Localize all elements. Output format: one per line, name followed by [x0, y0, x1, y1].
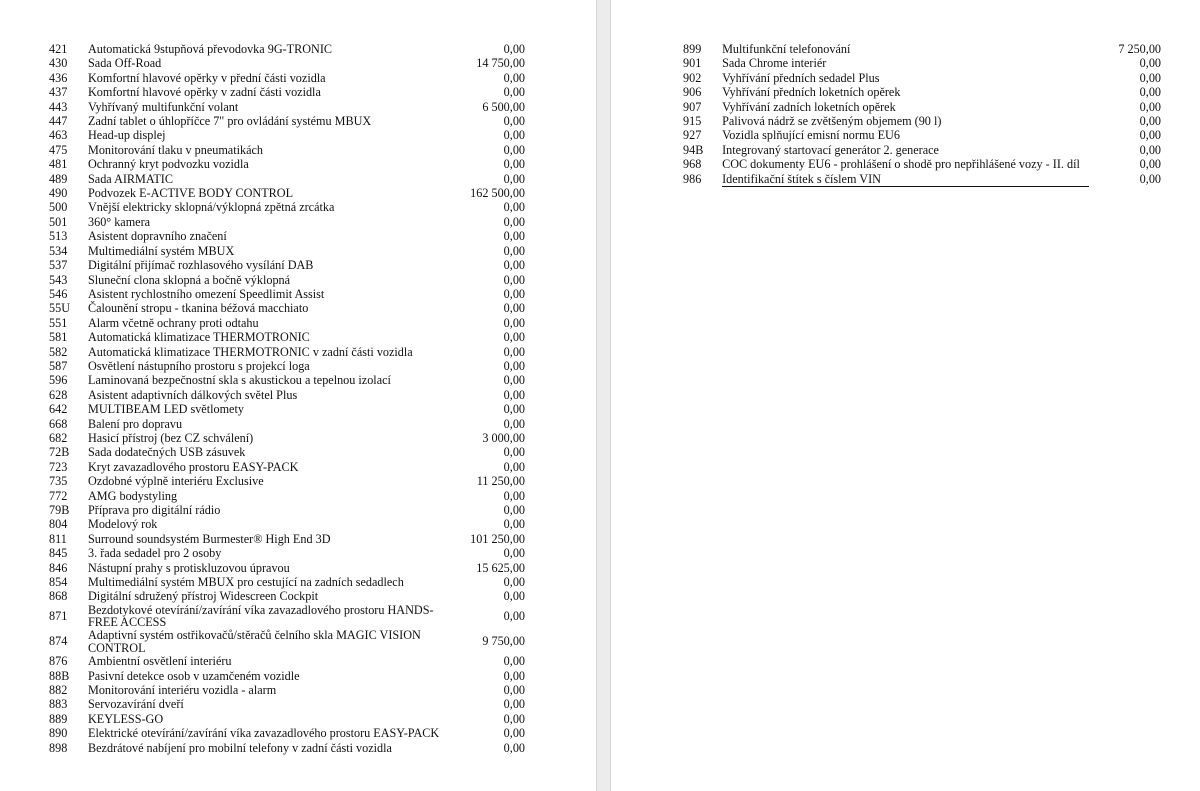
option-code: 854: [49, 575, 68, 590]
option-description: Sada Off-Road: [88, 56, 162, 71]
option-description: 3. řada sedadel pro 2 osoby: [88, 546, 222, 561]
option-row: [683, 71, 1161, 85]
option-price: 0,00: [1139, 142, 1161, 157]
option-code: 513: [49, 229, 68, 244]
option-description: Monitorování interiéru vozidla - alarm: [88, 683, 277, 698]
option-price: 0,00: [1139, 85, 1161, 100]
option-row: [49, 517, 525, 531]
option-code: 682: [49, 430, 68, 445]
option-row: [49, 71, 525, 85]
option-row: [683, 172, 1161, 187]
option-description: Elektrické otevírání/zavírání víka zavazadlového prostoru EASY-PACK: [88, 726, 440, 741]
option-row: [49, 402, 525, 416]
option-row: [49, 287, 525, 301]
option-row: [49, 301, 525, 315]
option-code: 876: [49, 654, 68, 669]
option-row: [683, 56, 1161, 70]
option-price: 0,00: [503, 711, 525, 726]
option-code: 596: [49, 373, 68, 388]
option-code: 723: [49, 459, 68, 474]
option-price: 0,00: [503, 243, 525, 258]
option-price: 0,00: [1139, 157, 1161, 172]
option-price: 15 625,00: [476, 560, 525, 575]
option-price: 9 750,00: [482, 634, 525, 649]
option-price: 0,00: [503, 85, 525, 100]
option-price: 0,00: [503, 214, 525, 229]
option-row: [49, 373, 525, 387]
option-price: 0,00: [503, 128, 525, 143]
option-row: [49, 654, 525, 668]
option-code: 906: [683, 85, 702, 100]
option-code: 55U: [49, 301, 70, 316]
option-code: 883: [49, 697, 68, 712]
option-row: [49, 532, 525, 546]
option-row: [49, 431, 525, 445]
option-code: 628: [49, 387, 68, 402]
option-description: Příprava pro digitální rádio: [88, 503, 221, 517]
option-price: 0,00: [503, 654, 525, 669]
option-row: [49, 712, 525, 726]
option-price: 0,00: [503, 546, 525, 561]
option-row: [49, 669, 525, 683]
option-description: Komfortní hlavové opěrky v zadní části vozidla: [88, 85, 321, 100]
option-price: 0,00: [503, 200, 525, 215]
option-row: [49, 561, 525, 575]
option-code: 546: [49, 286, 68, 301]
option-code: 551: [49, 315, 68, 330]
option-description: Alarm včetně ochrany proti odtahu: [88, 315, 259, 330]
option-code: 543: [49, 272, 68, 287]
option-row: [49, 258, 525, 272]
option-code: 500: [49, 200, 68, 215]
option-price: 7 250,00: [1118, 42, 1161, 56]
option-price: 0,00: [503, 272, 525, 287]
option-code: 811: [49, 531, 67, 546]
option-price: 0,00: [503, 517, 525, 532]
option-code: 986: [683, 171, 702, 186]
option-row: [49, 589, 525, 603]
option-row: [49, 697, 525, 711]
option-code: 72B: [49, 445, 70, 460]
option-price: 0,00: [503, 609, 525, 624]
option-description: Multifunkční telefonování: [722, 42, 851, 56]
option-row: [49, 85, 525, 99]
option-price: 0,00: [503, 459, 525, 474]
option-row: [49, 604, 525, 629]
option-price: 0,00: [503, 740, 525, 755]
option-description: Sada AIRMATIC: [88, 171, 173, 186]
option-row: [683, 128, 1161, 142]
option-price: 0,00: [503, 315, 525, 330]
option-code: 581: [49, 330, 68, 345]
option-description: Sada Chrome interiér: [722, 56, 827, 71]
option-row: [49, 683, 525, 697]
option-description: Ochranný kryt podvozku vozidla: [88, 157, 249, 172]
option-row: [49, 726, 525, 740]
option-description: Surround soundsystém Burmester® High End 3D: [88, 531, 331, 546]
option-description: Zadní tablet o úhlopříčce 7" pro ovládání systému MBUX: [88, 114, 372, 129]
option-code: 94B: [683, 142, 704, 157]
options-table-left: [49, 42, 525, 755]
option-code: 846: [49, 560, 68, 575]
option-row: [49, 575, 525, 589]
option-price: 0,00: [503, 697, 525, 712]
option-code: 489: [49, 171, 68, 186]
option-description: Vozidla splňující emisní normu EU6: [722, 128, 900, 143]
option-description: Servozavírání dveří: [88, 697, 184, 712]
option-code: 668: [49, 416, 68, 431]
options-table-left-body: [49, 42, 525, 755]
option-description: Sada dodatečných USB zásuvek: [88, 445, 246, 460]
option-price: 0,00: [503, 488, 525, 503]
option-row: [49, 172, 525, 186]
option-description: Kryt zavazadlového prostoru EASY-PACK: [88, 459, 299, 474]
option-row: [49, 445, 525, 459]
option-price: 0,00: [503, 445, 525, 460]
option-price: 14 750,00: [476, 56, 525, 71]
option-row: [49, 42, 525, 56]
option-row: [49, 157, 525, 171]
option-row: [49, 56, 525, 70]
document-page-left: [0, 0, 596, 791]
option-row: [49, 474, 525, 488]
option-row: [49, 229, 525, 243]
option-price: 0,00: [503, 589, 525, 604]
option-row: [49, 489, 525, 503]
option-price: 0,00: [503, 114, 525, 129]
option-description: AMG bodystyling: [88, 488, 178, 503]
option-code: 534: [49, 243, 68, 258]
option-price: 0,00: [503, 70, 525, 85]
option-row: [49, 316, 525, 330]
option-price: 0,00: [1139, 99, 1161, 114]
option-description: Asistent adaptivních dálkových světel Plus: [88, 387, 298, 402]
option-price: 0,00: [503, 726, 525, 741]
option-description: Identifikační štítek s číslem VIN: [722, 172, 1089, 187]
option-description: Vyhřívaný multifunkční volant: [88, 99, 239, 114]
option-row: [49, 503, 525, 517]
option-code: 642: [49, 402, 68, 417]
option-description: Multimediální systém MBUX: [88, 243, 235, 258]
option-price: 0,00: [1139, 128, 1161, 143]
option-code: 915: [683, 114, 702, 129]
document-page-right: [611, 0, 1200, 791]
option-row: [49, 388, 525, 402]
option-description: Balení pro dopravu: [88, 416, 183, 431]
option-row: [49, 417, 525, 431]
option-description: Nástupní prahy s protiskluzovou úpravou: [88, 560, 290, 575]
option-code: 421: [49, 42, 68, 56]
option-description: Asistent dopravního značení: [88, 229, 227, 244]
option-code: 443: [49, 99, 68, 114]
option-price: 0,00: [503, 387, 525, 402]
option-price: 0,00: [503, 229, 525, 244]
option-description: Digitální sdružený přístroj Widescreen Cockpit: [88, 589, 319, 604]
option-description: Komfortní hlavové opěrky v přední části vozidla: [88, 70, 326, 85]
option-row: [49, 100, 525, 114]
option-code: 845: [49, 546, 68, 561]
option-description: Ambientní osvětlení interiéru: [88, 654, 232, 669]
option-description: Laminovaná bezpečnostní skla s akustickou a tepelnou izolací: [88, 373, 391, 388]
option-description: Pasivní detekce osob v uzamčeném vozidle: [88, 668, 300, 683]
option-row: [49, 273, 525, 287]
option-price: 0,00: [503, 668, 525, 683]
option-code: 501: [49, 214, 68, 229]
option-price: 0,00: [503, 344, 525, 359]
option-row: [49, 200, 525, 214]
option-row: [49, 741, 525, 755]
option-price: 0,00: [503, 286, 525, 301]
option-row: [683, 114, 1161, 128]
option-description: Osvětlení nástupního prostoru s projekcí loga: [88, 358, 310, 373]
option-price: 3 000,00: [482, 430, 525, 445]
option-code: 898: [49, 740, 68, 755]
option-description: Palivová nádrž se zvětšeným objemem (90 l): [722, 114, 942, 129]
option-row: [683, 143, 1161, 157]
option-code: 874: [49, 634, 68, 649]
option-description: Vnější elektricky sklopná/výklopná zpětná zrcátka: [88, 200, 335, 215]
option-description: MULTIBEAM LED světlomety: [88, 402, 244, 417]
option-description: COC dokumenty EU6 - prohlášení o shodě pro nepřihlášené vozy - II. díl: [722, 157, 1080, 172]
option-code: 907: [683, 99, 702, 114]
option-price: 0,00: [503, 416, 525, 431]
option-price: 6 500,00: [482, 99, 525, 114]
option-row: [49, 215, 525, 229]
option-code: 88B: [49, 668, 70, 683]
option-code: 587: [49, 358, 68, 373]
option-price: 0,00: [503, 402, 525, 417]
option-description: Bezdrátové nabíjení pro mobilní telefony v zadní části vozidla: [88, 740, 392, 755]
option-price: 162 500,00: [470, 186, 525, 201]
option-description: Bezdotykové otevírání/zavírání víka zavazadlového prostoru HANDS-FREE ACCESS: [88, 602, 434, 630]
option-row: [49, 128, 525, 142]
option-price: 0,00: [1139, 70, 1161, 85]
options-table-right: [683, 42, 1161, 187]
option-row: [683, 85, 1161, 99]
option-row: [683, 42, 1161, 56]
option-row: [49, 546, 525, 560]
option-price: 0,00: [503, 330, 525, 345]
option-code: 430: [49, 56, 68, 71]
option-description: Automatická klimatizace THERMOTRONIC: [88, 330, 310, 345]
option-code: 436: [49, 70, 68, 85]
option-code: 927: [683, 128, 702, 143]
option-description: Adaptivní systém ostřikovačů/stěračů čelního skla MAGIC VISION CONTROL: [88, 628, 421, 655]
option-code: 735: [49, 474, 68, 489]
option-price: 0,00: [503, 258, 525, 273]
option-description: Digitální přijímač rozhlasového vysílání DAB: [88, 258, 314, 273]
page-gutter: [596, 0, 611, 791]
option-code: 889: [49, 711, 68, 726]
option-code: 447: [49, 114, 68, 129]
option-code: 901: [683, 56, 702, 71]
option-code: 463: [49, 128, 68, 143]
option-description: Multimediální systém MBUX pro cestující na zadních sedadlech: [88, 575, 404, 590]
options-table-right-body: [683, 42, 1161, 187]
option-row: [49, 244, 525, 258]
option-description: Vyhřívání zadních loketních opěrek: [722, 99, 896, 114]
option-description: Sluneční clona sklopná a bočně výklopná: [88, 272, 291, 287]
option-price: 0,00: [503, 358, 525, 373]
option-code: 804: [49, 517, 68, 532]
option-row: [683, 100, 1161, 114]
option-row: [49, 186, 525, 200]
option-code: 475: [49, 142, 68, 157]
option-description: 360° kamera: [88, 214, 151, 229]
option-price: 0,00: [503, 171, 525, 186]
option-description: Vyhřívání předních loketních opěrek: [722, 85, 901, 100]
option-code: 772: [49, 488, 68, 503]
option-row: [49, 143, 525, 157]
option-code: 79B: [49, 503, 70, 517]
option-description: Podvozek E-ACTIVE BODY CONTROL: [88, 186, 294, 201]
option-code: 899: [683, 42, 702, 56]
option-price: 0,00: [503, 575, 525, 590]
option-row: [49, 629, 525, 654]
option-price: 101 250,00: [470, 531, 525, 546]
option-row: [49, 114, 525, 128]
option-price: 0,00: [1139, 171, 1161, 186]
option-code: 481: [49, 157, 68, 172]
option-description: Hasicí přístroj (bez CZ schválení): [88, 430, 254, 445]
option-row: [683, 157, 1161, 171]
option-code: 902: [683, 70, 702, 85]
option-row: [49, 359, 525, 373]
option-code: 582: [49, 344, 68, 359]
option-description: Čalounění stropu - tkanina béžová macchiato: [88, 301, 309, 316]
option-price: 11 250,00: [476, 474, 525, 489]
option-description: Monitorování tlaku v pneumatikách: [88, 142, 263, 157]
option-description: Integrovaný startovací generátor 2. generace: [722, 142, 939, 157]
option-row: [49, 330, 525, 344]
option-row: [49, 460, 525, 474]
option-code: 537: [49, 258, 68, 273]
option-description: Automatická 9stupňová převodovka 9G-TRONIC: [88, 42, 333, 56]
option-price: 0,00: [1139, 114, 1161, 129]
option-price: 0,00: [503, 683, 525, 698]
option-code: 890: [49, 726, 68, 741]
option-description: Automatická klimatizace THERMOTRONIC v zadní části vozidla: [88, 344, 413, 359]
option-description: Modelový rok: [88, 517, 158, 532]
option-code: 968: [683, 157, 702, 172]
option-description: KEYLESS-GO: [88, 711, 164, 726]
option-code: 490: [49, 186, 68, 201]
option-code: 868: [49, 589, 68, 604]
option-code: 437: [49, 85, 68, 100]
option-code: 882: [49, 683, 68, 698]
option-price: 0,00: [503, 42, 525, 56]
option-row: [49, 345, 525, 359]
option-code: 871: [49, 609, 68, 624]
option-price: 0,00: [503, 157, 525, 172]
option-description: Head-up displej: [88, 128, 166, 143]
option-price: 0,00: [503, 142, 525, 157]
option-description: Ozdobné výplně interiéru Exclusive: [88, 474, 264, 489]
option-description: Vyhřívání předních sedadel Plus: [722, 70, 880, 85]
option-price: 0,00: [1139, 56, 1161, 71]
option-price: 0,00: [503, 503, 525, 517]
option-description: Asistent rychlostního omezení Speedlimit Assist: [88, 286, 325, 301]
option-price: 0,00: [503, 301, 525, 316]
option-price: 0,00: [503, 373, 525, 388]
